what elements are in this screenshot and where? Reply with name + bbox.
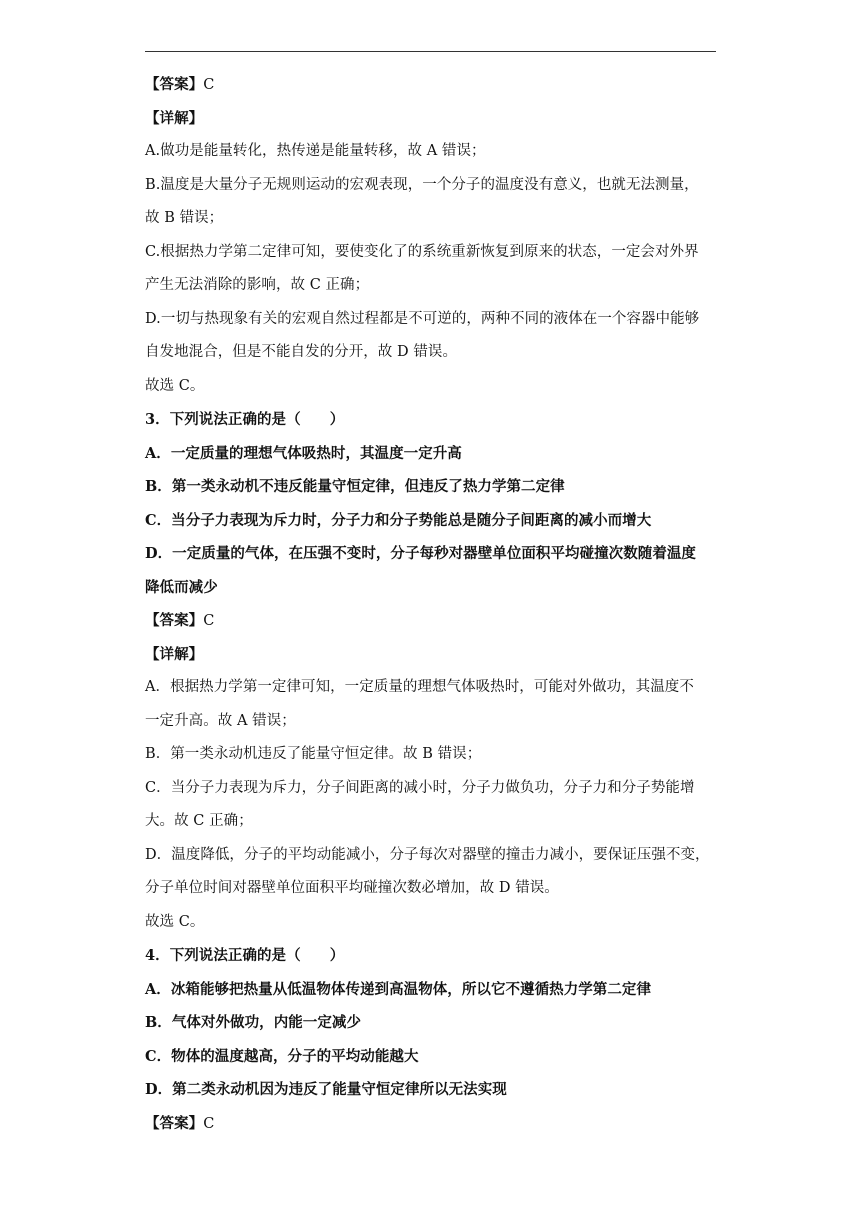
line-text: C．当分子力表现为斥力，分子间距离的减小时，分子力做负功，分子力和分子势能增 xyxy=(145,779,695,796)
question-line xyxy=(145,973,720,1007)
section-tag: 【详解】 xyxy=(145,109,204,127)
line-text: A．根据热力学第一定律可知，一定质量的理想气体吸热时，可能对外做功，其温度不 xyxy=(145,679,694,695)
text-line xyxy=(145,236,720,270)
line-text: 降低而减少 xyxy=(145,578,218,596)
line-text: B.温度是大量分子无规则运动的宏观表现，一个分子的温度没有意义，也就无法测量， xyxy=(145,176,699,193)
text-line xyxy=(145,303,720,337)
section-tag: 【详解】 xyxy=(145,645,204,663)
line-text: 故 B 错误； xyxy=(145,210,224,226)
question-line xyxy=(145,1040,720,1074)
line-text: A．一定质量的理想气体吸热时，其温度一定升高 xyxy=(145,444,462,462)
line-text: A．冰箱能够把热量从低温物体传递到高温物体，所以它不遵循热力学第二定律 xyxy=(145,980,651,998)
text-line xyxy=(145,805,720,839)
text-line xyxy=(145,738,720,772)
question-line xyxy=(145,537,720,571)
line-text: D．第二类永动机因为违反了能量守恒定律所以无法实现 xyxy=(145,1081,507,1098)
line-text: A.做功是能量转化，热传递是能量转移，故 A 错误； xyxy=(145,143,486,159)
line-text: C.根据热力学第二定律可知，要使变化了的系统重新恢复到原来的状态，一定会对外界 xyxy=(145,243,699,260)
document-body xyxy=(145,68,720,1140)
header-rule xyxy=(145,51,716,52)
answer-line xyxy=(145,604,720,638)
text-line xyxy=(145,169,720,203)
line-text: D．一定质量的气体，在压强不变时，分子每秒对器壁单位面积平均碰撞次数随着温度 xyxy=(145,545,696,562)
line-text: C xyxy=(203,1115,215,1132)
question-line xyxy=(145,504,720,538)
text-line xyxy=(145,135,720,169)
line-text: 一定升高。故 A 错误； xyxy=(145,712,296,729)
line-text: 分子单位时间对器壁单位面积平均碰撞次数必增加，故 D 错误。 xyxy=(145,880,559,896)
line-text: 产生无法消除的影响，故 C 正确； xyxy=(145,277,370,293)
line-text: C xyxy=(203,613,215,629)
line-text: C．物体的温度越高，分子的平均动能越大 xyxy=(145,1047,419,1065)
text-line xyxy=(145,370,720,404)
line-text: C xyxy=(203,77,215,93)
text-line xyxy=(145,839,720,873)
text-line xyxy=(145,872,720,906)
answer-line xyxy=(145,68,720,102)
line-text: B．气体对外做功，内能一定减少 xyxy=(145,1014,362,1031)
text-line xyxy=(145,772,720,806)
line-text: 故选 C。 xyxy=(145,377,205,394)
question-line xyxy=(145,1073,720,1107)
text-line xyxy=(145,671,720,705)
line-text: B．第一类永动机违反了能量守恒定律。故 B 错误； xyxy=(145,746,482,762)
line-text: 4．下列说法正确的是（ ） xyxy=(145,947,345,964)
explanation-heading xyxy=(145,638,720,672)
answer-line xyxy=(145,1107,720,1141)
question-line xyxy=(145,939,720,973)
line-text: 故选 C。 xyxy=(145,913,205,930)
line-text: 大。故 C 正确； xyxy=(145,813,253,829)
question-line xyxy=(145,571,720,605)
line-text: B．第一类永动机不违反能量守恒定律，但违反了热力学第二定律 xyxy=(145,478,565,495)
text-line xyxy=(145,705,720,739)
question-line xyxy=(145,1006,720,1040)
line-text: D．温度降低，分子的平均动能减小，分子每次对器壁的撞击力减小，要保证压强不变， xyxy=(145,846,710,863)
question-line xyxy=(145,403,720,437)
line-text: 自发地混合，但是不能自发的分开，故 D 错误。 xyxy=(145,344,457,360)
line-text: C．当分子力表现为斥力时，分子力和分子势能总是随分子间距离的减小而增大 xyxy=(145,511,652,529)
question-line xyxy=(145,470,720,504)
section-tag: 【答案】 xyxy=(145,612,204,629)
text-line xyxy=(145,336,720,370)
text-line xyxy=(145,906,720,940)
explanation-heading xyxy=(145,102,720,136)
text-line xyxy=(145,202,720,236)
text-line xyxy=(145,269,720,303)
question-line xyxy=(145,437,720,471)
section-tag: 【答案】 xyxy=(145,76,204,93)
section-tag: 【答案】 xyxy=(145,1114,204,1132)
line-text: 3．下列说法正确的是（ ） xyxy=(145,411,345,428)
line-text: D.一切与热现象有关的宏观自然过程都是不可逆的，两种不同的液体在一个容器中能够 xyxy=(145,310,700,327)
